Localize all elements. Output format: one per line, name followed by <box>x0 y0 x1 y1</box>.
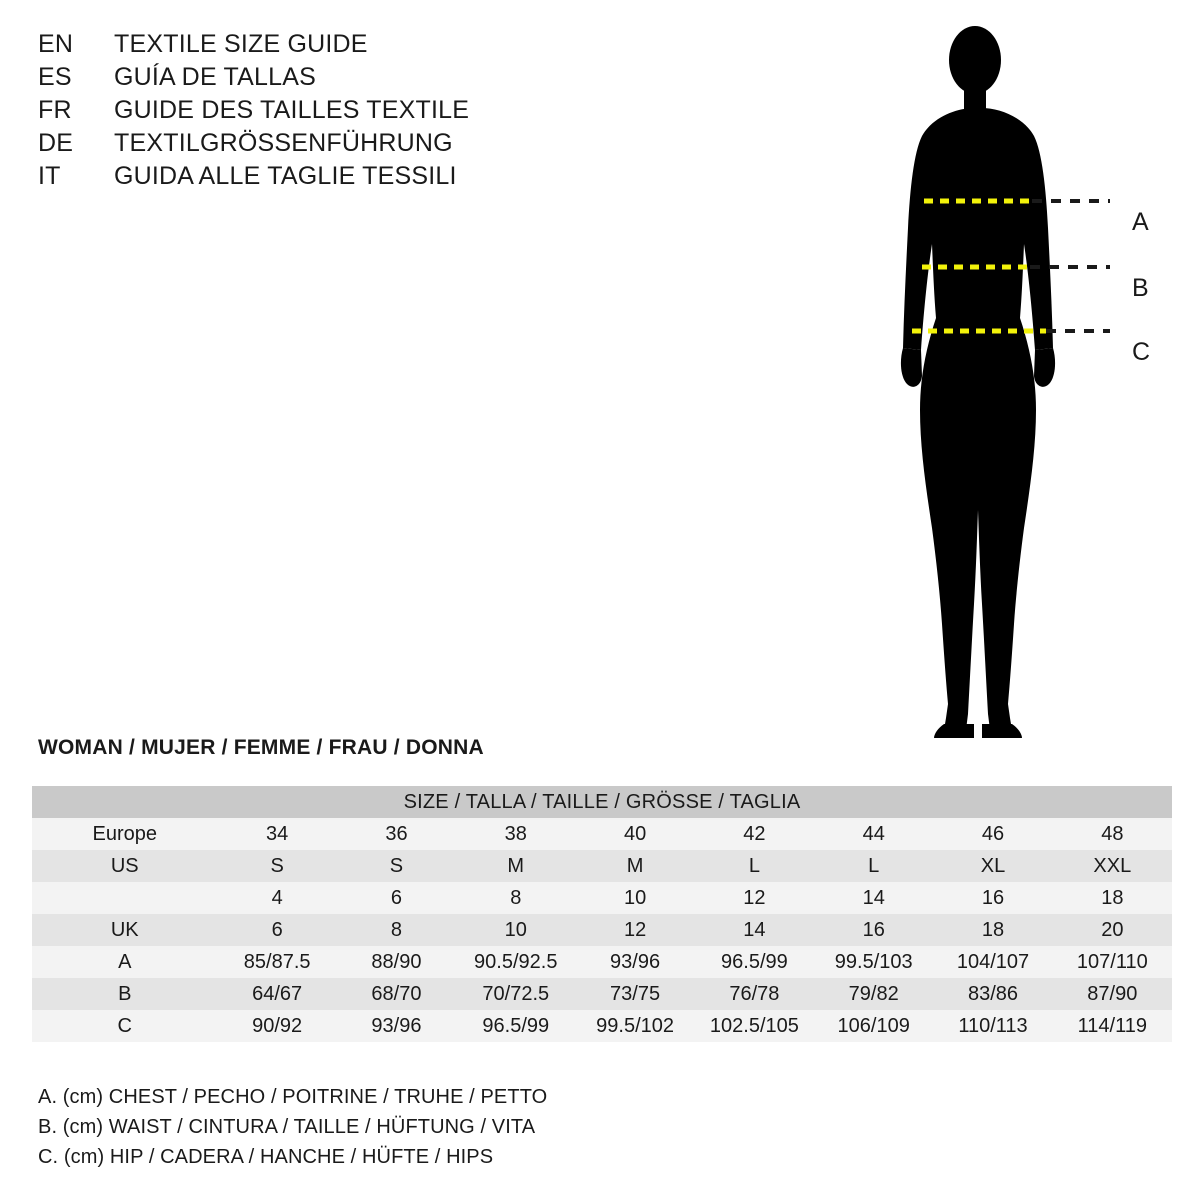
cell-b-4: 76/78 <box>729 982 780 1005</box>
row-label-us-numeric <box>32 882 217 914</box>
table-row <box>32 946 1172 978</box>
cell-a-3: 93/96 <box>610 950 661 973</box>
size-table <box>32 786 1172 1042</box>
cell-us-4: L <box>748 854 760 877</box>
language-text-es: GUÍA DE TALLAS <box>114 63 316 91</box>
language-text-it: GUIDA ALLE TAGLIE TESSILI <box>114 162 457 190</box>
cell-uk-0: 6 <box>271 918 283 941</box>
cell-c-6: 110/113 <box>958 1014 1028 1037</box>
language-code-it: IT <box>38 162 61 190</box>
row-label-c: C <box>117 1014 132 1037</box>
cell-us-1: S <box>389 854 404 877</box>
cell-europe-6: 46 <box>981 822 1005 845</box>
language-code-en: EN <box>38 30 74 58</box>
cell-a-0: 85/87.5 <box>243 950 311 973</box>
cell-europe-2: 38 <box>504 822 527 845</box>
language-code-fr: FR <box>38 96 72 124</box>
measurement-legend <box>38 1086 938 1176</box>
cell-europe-1: 36 <box>385 822 408 845</box>
cell-b-3: 73/75 <box>610 982 661 1005</box>
cell-c-0: 90/92 <box>252 1014 303 1037</box>
cell-a-7: 107/110 <box>1076 950 1148 973</box>
cell-us-0: S <box>270 854 284 877</box>
measure-label-c: C <box>1132 338 1151 366</box>
table-row <box>32 850 1172 882</box>
cell-uk-2: 10 <box>504 918 527 941</box>
cell-us-3: M <box>626 854 644 877</box>
cell-usnum-3: 10 <box>623 886 647 909</box>
language-text-en: TEXTILE SIZE GUIDE <box>114 30 368 58</box>
cell-b-6: 83/86 <box>967 982 1019 1005</box>
table-header-label: SIZE / TALLA / TAILLE / GRÖSSE / TAGLIA <box>403 790 801 813</box>
cell-us-5: L <box>868 854 880 877</box>
cell-a-5: 99.5/103 <box>834 950 913 973</box>
cell-usnum-7: 18 <box>1101 886 1124 909</box>
cell-a-1: 88/90 <box>371 950 422 973</box>
table-group-title: WOMAN / MUJER / FEMME / FRAU / DONNA <box>38 736 484 759</box>
cell-a-2: 90.5/92.5 <box>474 950 558 973</box>
row-label-us: US <box>110 854 139 877</box>
cell-usnum-1: 6 <box>390 886 403 909</box>
cell-usnum-5: 14 <box>862 886 885 909</box>
cell-europe-3: 40 <box>623 822 647 845</box>
language-row-it <box>38 162 658 195</box>
legend-line-a: A. (cm) CHEST / PECHO / POITRINE / TRUHE / PETTO <box>38 1086 548 1108</box>
language-text-fr: GUIDE DES TAILLES TEXTILE <box>114 96 470 124</box>
cell-a-6: 104/107 <box>956 950 1030 973</box>
language-code-de: DE <box>38 129 74 157</box>
language-row-fr <box>38 96 658 129</box>
cell-uk-7: 20 <box>1101 918 1124 941</box>
cell-us-2: M <box>507 854 525 877</box>
language-row-de <box>38 129 658 162</box>
legend-line-b: B. (cm) WAIST / CINTURA / TAILLE / HÜFTUNG / VITA <box>38 1116 536 1138</box>
cell-b-2: 70/72.5 <box>482 982 550 1005</box>
cell-us-6: XL <box>980 854 1006 877</box>
language-row-en <box>38 30 658 63</box>
table-header-row <box>32 786 1172 818</box>
cell-c-3: 99.5/102 <box>596 1014 674 1037</box>
table-row <box>32 978 1172 1010</box>
cell-usnum-0: 4 <box>271 886 283 909</box>
cell-b-0: 64/67 <box>252 982 303 1005</box>
measure-label-b: B <box>1132 274 1149 302</box>
cell-c-5: 106/109 <box>837 1014 910 1037</box>
language-text-de: TEXTILGRÖSSENFÜHRUNG <box>114 129 453 157</box>
cell-uk-1: 8 <box>390 918 403 941</box>
table-row <box>32 914 1172 946</box>
cell-b-1: 68/70 <box>371 982 422 1005</box>
cell-usnum-2: 8 <box>510 886 522 909</box>
cell-uk-4: 14 <box>743 918 766 941</box>
cell-a-4: 96.5/99 <box>721 950 788 973</box>
cell-europe-5: 44 <box>862 822 885 845</box>
language-list <box>38 30 658 195</box>
cell-usnum-6: 16 <box>981 886 1005 909</box>
cell-b-7: 87/90 <box>1087 982 1138 1005</box>
measure-label-a: A <box>1132 208 1149 236</box>
language-row-es <box>38 63 658 96</box>
cell-europe-4: 42 <box>743 822 766 845</box>
cell-usnum-4: 12 <box>743 886 766 909</box>
woman-silhouette-figure <box>860 18 1190 748</box>
cell-c-4: 102.5/105 <box>709 1014 799 1037</box>
row-label-uk: UK <box>110 918 139 941</box>
cell-uk-3: 12 <box>623 918 647 941</box>
table-row <box>32 882 1172 914</box>
silhouette-icon <box>860 18 1190 748</box>
row-label-a: A <box>118 950 132 973</box>
language-code-es: ES <box>38 63 72 91</box>
cell-c-1: 93/96 <box>371 1014 422 1037</box>
cell-uk-6: 18 <box>981 918 1005 941</box>
table-row <box>32 818 1172 850</box>
cell-uk-5: 16 <box>862 918 885 941</box>
legend-line-c: C. (cm) HIP / CADERA / HANCHE / HÜFTE / HIPS <box>38 1146 494 1168</box>
row-label-b: B <box>118 982 132 1005</box>
cell-c-2: 96.5/99 <box>482 1014 550 1037</box>
cell-europe-0: 34 <box>266 822 289 845</box>
cell-c-7: 114/119 <box>1077 1014 1147 1037</box>
cell-europe-7: 48 <box>1101 822 1124 845</box>
row-label-europe: Europe <box>92 822 157 845</box>
cell-b-5: 79/82 <box>848 982 899 1005</box>
cell-us-7: XXL <box>1093 854 1132 877</box>
table-row <box>32 1010 1172 1042</box>
